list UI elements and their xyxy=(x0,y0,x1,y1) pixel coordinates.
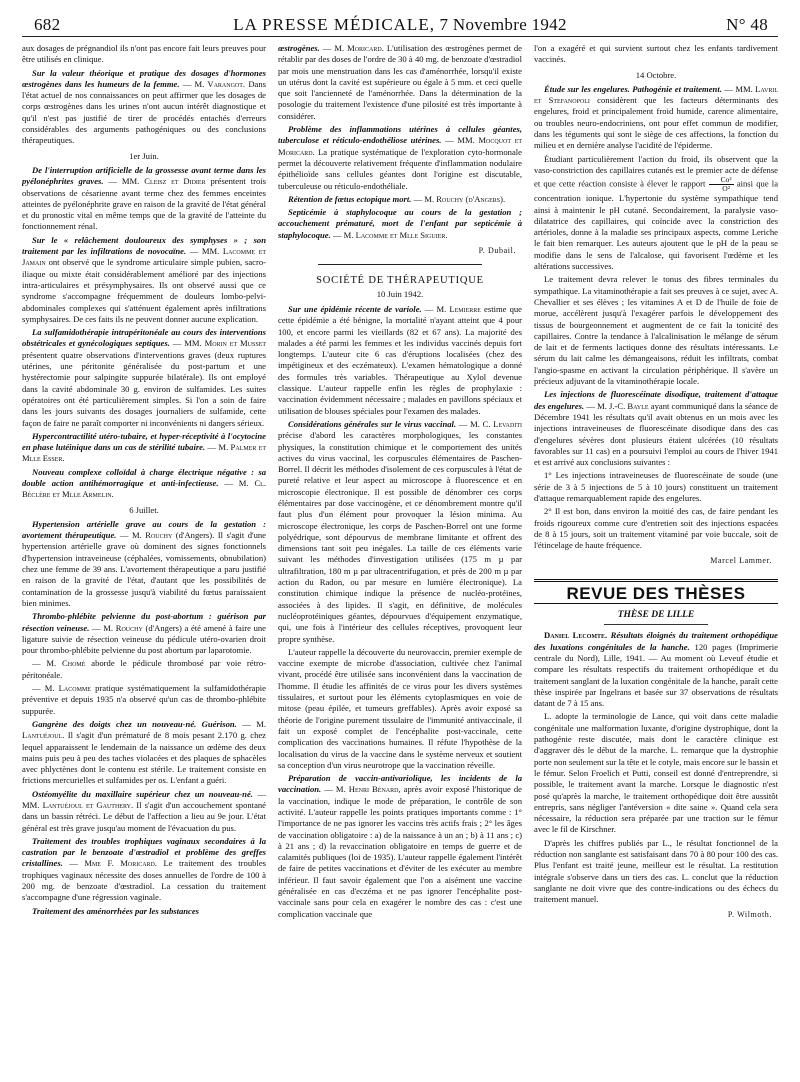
abstract-authors: — M. Moricard. xyxy=(322,43,384,53)
thesis-author: Daniel Lecomte. xyxy=(544,630,608,641)
abstract xyxy=(534,84,778,152)
abstract-title: Considérations générales sur le virus vaccinal. xyxy=(288,418,457,429)
column-2 xyxy=(278,43,522,1073)
abstract-authors: — M. Rouchy (d'Angers). xyxy=(413,193,506,204)
issue-date: 7 Novembre 1942 xyxy=(439,15,567,34)
abstract-title: Étude sur les engelures. Pathogénie et traitement. xyxy=(544,83,722,94)
paragraph xyxy=(534,43,778,66)
abstract xyxy=(278,304,522,417)
abstract-text: présentent trois observations de césarienne avant terme chez des femmes enceintes atteintes de pyélonéphrite grave en raison de la gravité de l'état général et du pronostic vital en même temps que de la gravité de l'atteinte du fonctionnement rénal. xyxy=(22,176,266,232)
abstract-text: La pratique systématique de l'exploration cyto-hormonale permet la découverte relativement fréquente d'inflammation nodulaire épithélioïde sans cellules géantes dont l'origine est discutable, tuberculeuse ou réticulo-endothéliale. xyxy=(278,146,522,191)
abstract xyxy=(22,683,266,717)
paragraph-text: ainsi que la concentration ionique. L'hypertonie du système sympathique tend ainsi à maintenir le pH cutané. Secondairement, la paralysie vaso-dilatatrice des capillaires, qui coïncide avec la constriction des artérioles, donne à la maladie ses principaux aspects, comme Leriche le fait bien remarquer. Les auteurs ajoutent que le pH de la peau se modifie dans le sens de l'alcalose, qui favorisent l'œdème et les altérations successives. xyxy=(534,178,778,272)
formula-denominator: O² xyxy=(722,184,730,194)
abstract xyxy=(278,194,522,205)
abstract-authors: — MM. Morin et Musset xyxy=(172,338,266,349)
abstract-title: œstrogènes. xyxy=(278,43,320,53)
signature: Marcel Lammer. xyxy=(710,556,772,566)
paragraph-text: Le traitement devra relever le tonus des fibres terminales du sympathique. La vitaminothérapie a fait ses preuves à ce sujet, avec A. Chevallier et ses élèves ; les vitamines A et D de l'huile de foie de morue, accélèrent jusqu'à l'exagérer parfois le développement des tissus de bourgeonnement et augmentent de ce fait la tonicité des capillaires. Contre la tendance à l'alcalinisation le mélange de sérum de lait et de ferments lactiques donne des résultats intéressants. Le sérum du lait calme les démangeaisons, réduit les infiltrats, combat l'angio-spasme en activant la circulation périphérique. Il s'avère un précieux adjuvant de la vitaminothérapie locale. xyxy=(534,274,778,387)
abstract xyxy=(22,836,266,904)
paragraph xyxy=(534,274,778,387)
paragraph xyxy=(534,154,778,273)
abstract-text: Il s'agit d'un accouchement spontané dans un bassin rétréci. Le début de l'affection a lieu au 9e jour. L'état général est très grave jusqu'au moment de l'évacuation du pus. xyxy=(22,800,266,833)
abstract-title: La sulfamidothérapie intrapéritonéale au cours des interventions obstétricales et gynécologiques septiques. xyxy=(22,327,266,349)
abstract-authors: — M. Lacomme xyxy=(32,683,91,694)
signature: P. Wilmoth. xyxy=(727,910,772,920)
abstract-title: Gangrène des doigts chez un nouveau-né. Guérison. xyxy=(32,718,237,729)
signature: P. Dubail. xyxy=(478,246,516,256)
ratio-formula xyxy=(709,176,734,193)
abstract-text: pratique systématiquement la sulfamidothérapie préventive et depuis 1935 n'a observé qu'un cas de thrombo-phlébite suppurée. xyxy=(22,683,266,716)
abstract-title: De l'interruption artificielle de la grossesse avant terme dans les pyélonéphrites graves. xyxy=(22,164,266,187)
abstract xyxy=(22,431,266,465)
abstract-text: Dans l'état actuel de nos connaissances on peut affirmer que les dosages de corps œstrogènes dans les urines n'ont aucun intérêt diagnostique et qu'il n'est pas justifié de tirer de procédés entachés d'erreurs considérables des arguments pathogéniques ou des conclusions thérapeutiques. xyxy=(22,78,266,146)
thesis-heading: THÈSE DE LILLE xyxy=(617,610,695,621)
paragraph-text: Étudiant particulièrement l'action du froid, ils observent que la vaso-constriction des capillaires cutanés est le premier acte de défense et que cette réaction consiste à élever le rapport xyxy=(534,153,778,189)
columns xyxy=(22,37,778,1073)
abstract-title: Traitement des aménorrhées par les substances xyxy=(32,905,200,916)
paragraph-text: aux dosages de prégnandiol ils n'ont pas encore fait leurs preuves pour être utilisés en clinique. xyxy=(22,43,266,65)
abstract xyxy=(22,165,266,233)
abstract xyxy=(22,519,266,609)
abstract xyxy=(22,906,266,917)
divider xyxy=(604,624,708,625)
abstract-title: Les injections de fluorescéinate disodique, traitement d'attaque des engelures. xyxy=(534,389,778,411)
abstract-text: (d'Angers) a été amené à faire une ligature suivie de résection veineuse du pédicule utéro-ovarien droit pour thrombo-phlébite pelvienne du post abortum par laparotomie. xyxy=(22,622,266,656)
abstract-authors: — MM. Cleisz et Didier xyxy=(108,176,206,187)
paragraph-text: l'on a exagéré et qui survient surtout chez les enfants tardivement vaccinés. xyxy=(534,43,778,65)
abstract-title: Septicémie à staphylocoque au cours de la gestation ; accouchement prématuré, mort de l'enfant par septicémie à staphylocoque. xyxy=(278,207,522,240)
paragraph xyxy=(534,838,778,906)
abstract-authors: — MM. Lantuéjoul et Gauthery. xyxy=(22,788,266,810)
abstract-authors: — M. Lemierre xyxy=(424,303,481,314)
journal-name: LA PRESSE MÉDICALE, xyxy=(233,15,435,34)
abstract-title: Traitement des troubles trophiques vaginaux secondaires à la castration par le benzoate d'œstradiol et problème des greffes cristallines. xyxy=(22,835,266,869)
abstract-authors: — M. Lacomme et Mlle Siguier. xyxy=(332,229,448,240)
abstract-text: Il s'agit d'un prématuré de 8 mois pesant 2.170 g. chez lequel apparaissent le lendemain de la naissance un œdème des deux mains puis peu à peu des taches violacées et des plaques de sphacèles avec phlyctènes dont le contenu est stérile. Le traitement consiste en frictions mercurielles et sulfamides per os. L'enfant a guéri. xyxy=(22,730,266,786)
section-banner: REVUE DES THÈSES xyxy=(534,579,778,604)
abstract-text: Le traitement des troubles trophiques vaginaux nécessite des doses annuelles de l'ordre de 100 à 200 mg. de benzoate d'œstradiol. La cessation du traitement s'accompagne d'une régression vaginale. xyxy=(22,858,266,903)
abstract xyxy=(278,419,522,645)
abstract-title: Sur la valeur théorique et pratique des dosages d'hormones œstrogènes dans les humeurs de la femme. xyxy=(22,67,266,89)
abstract-title: Préparation de vaccin-antivariolique, les incidents de la vaccination. xyxy=(278,773,522,795)
abstract-authors: — MM. Mocquot et Moricard. xyxy=(278,135,522,157)
abstract-text: (d'Angers). Il s'agit d'une hypertension artérielle grave où dominent des signes fonctionnels d'hypertension intraveineuse (céphalées, vomissements, obnubilation) chez une femme de 39 ans. L'avortement thérapeutique a paru justifié en raison de la gravité de l'état, d'autant que les possibilités de contamination de la grossesse jusqu'à viabilité du fœtus paraissaient bien minimes. xyxy=(22,530,266,608)
abstract xyxy=(22,719,266,787)
running-title xyxy=(22,15,778,35)
abstract xyxy=(534,389,778,468)
paragraph-text: L'auteur rappelle la découverte du neurovaccin, premier exemple de vaccine exempte de microbe d'association, cultivée chez l'animal vivant, procédé être utilisée sans inconvénient dans la vaccination de l'homme. Il étudie les affinités de ce virus pour les divers systèmes tissulaires, et surtout pour les éléments cytoplasmiques en voie de mitose (peau épilée, et tumeurs greffables). Après avoir exposé sa théorie de l'origine purement tissulaire de l'immunité antivaccinale, il fait un exposé complet de l'encéphalite post-vaccinale, cette complication des vaccinations humaines. Il réfute l'hypothèse de la localisation du virus de la vaccine dans le système nerveux et soutient sa conception d'un virus neurotrope que la vaccination réveille. xyxy=(278,646,522,770)
abstract xyxy=(22,658,266,681)
column-3 xyxy=(534,43,778,1073)
abstract xyxy=(22,327,266,429)
abstract-authors: — M. Rouchy xyxy=(92,622,143,633)
abstract-text: estime que cette épidémie a été bénigne, la mortalité n'ayant atteint que 4 pour 100, et encore parmi les vieillards (82 et 67 ans). La majorité des malades a été parmi les femmes et les individus vaccinés depuis fort longtemps. L'auteur cite 6 cas d'éruptions localisées (chez des impétigineux et des eczémateux). L'examen hématologique a donné des formules très variables. Thérapeutique au Xylol devenue classique. L'auteur rappelle enfin les règles de prophylaxie : vaccination évidemment nécessaire ; malades en pavillons spéciaux et utilisation de blouses spéciales pour l'examen des malades. xyxy=(278,303,522,416)
paragraph-text: 2° Il est bon, dans environ la moitié des cas, de faire pendant les froids rigoureux comme cure d'entretien soit des injections espacées de 8 à 15 jours, soit un traitement vitaminé par voie buccale, soit de l'étincelage de haute fréquence. xyxy=(534,506,778,551)
abstract-authors: — M. Cl. Béclère et Mlle Armelin. xyxy=(22,477,266,500)
abstract-text: précise d'abord les caractères morphologiques, les constantes physiques, la constitution chimique et le comportement des unités actives du virus vaccinal, les corpuscules élémentaires de Paschen-Borrel. Il décrit les méthodes d'isolement de ces corpuscules à l'état de pureté relative et leur aspect au microscope à fluorescence et en microscopie électronique. Il est possible de dénombrer ces corps élémentaires par dose vaccinogène, et ce dénombrement montre qu'il faut plus d'un élément pour provoquer la lésion minima. Au microscope électronique, les corps de Paschen-Borrel ont une forme polyédrique, sont dépourvus de membrane limitante et offrent des dimensions tant soit peu inégales. La taille de ces éléments varie suivant les méthodes d'investigation utilisées (175 m µ par ultrafiltration, 180 m µ par ultracentrifugation, et près de 200 m µ par action du Radon, ou par mesure en lumière électronique). La constitution chimique indique la présence de nucléo-protéines, associées à des lipides. Il s'agit, en définitive, de molécules nucléoprotéiniques géantes, dépourvues d'équipement enzymatique, qui, une fois à l'intérieur des cellules réceptives, provoquent leur propre synthèse. xyxy=(278,430,522,644)
abstract-authors: — M. Chomé xyxy=(32,658,86,669)
paragraph-text: D'après les chiffres publiés par L., le résultat fonctionnel de la réduction non sanglante est satisfaisant dans 70 à 80 pour 100 des cas. Plus l'enfant est traité jeune, meilleur est le résultat. La restitution intégrale s'observe dans un tiers des cas. L. conclut que la réduction sanglante ne doit vivre que des contre-indications ou des échecs du traitement manuel. xyxy=(534,837,778,905)
abstract-authors: — M. Varangot. xyxy=(182,78,246,89)
abstract xyxy=(278,43,522,122)
abstract-text: présentent quatre observations d'interventions graves (deux ruptures utérines, une péritonite généralisée du post-partum et une hystérectomie pour salpingite suppurée bilatérale). Ils ont employé dans la cavité abdominale 30 g. environ de sulfamides. Les suites opératoires ont été particulièrement simples. Si l'on a soin de faire dans les jours suivants des dosages journaliers de sulfamide, cette façon de faire ne paraît comporter ni inconvénients ni dangers sérieux. xyxy=(22,349,266,428)
abstract-title: Hypertension artérielle grave au cours de la gestation : avortement thérapeutique. xyxy=(22,518,266,541)
paragraph xyxy=(534,506,778,551)
thesis-title: Résultats éloignés du traitement orthopédique des luxations congénitales de la hanche. xyxy=(534,630,778,652)
paragraph-text: L. adopte la terminologie de Lance, qui voit dans cette maladie congénitale une malformation luxante, d'origine dystrophique, dont la pathogénie reste discutée, mais dont le caractère clinique est d'aggraver dès le début de la marche. L. remarque que la dystrophie porte non seulement sur la tête et le cotyle, mais encore sur le bassin et le fémur. Selon Froelich et Putti, conseil est donné d'entreprendre, si possible, le traitement avant la marche. Lorsque le diagnostic n'est posé qu'après la marche, le traitement orthopédique doit être aussitôt entrepris, sans négliger l'antéversion « dite saine ». Quand cela sera nécessaire, la réduction sera préparée par une traction sur le fémur avec le fil de Kirschner. xyxy=(534,711,778,835)
abstract-authors: — MM. Lavril et Stefanopoli xyxy=(534,83,778,106)
abstract-text: L'utilisation des œstrogènes permet de rétablir par des doses de l'ordre de 30 à 40 mg. de benzoate d'œstradiol par mois une menstruation dans les cas d'aménorrhée, lorsqu'il existe un utérus dont la cavité est supérieure ou égale à 5 mm. et ceci quelle que soit l'ancienneté de l'aménorrhée. Dans la détermination de la posologie du traitement l'existence d'une pilosité est très importante à considérer. xyxy=(278,43,522,121)
abstract-authors: — M. J.-C. Bayle xyxy=(586,400,649,411)
abstract-authors: — MM. Lacomme et Jamain xyxy=(22,246,266,268)
session-date: 10 Juin 1942. xyxy=(376,288,424,299)
abstract-authors: — M. Lantuéjoul. xyxy=(22,718,266,741)
abstract xyxy=(278,207,522,241)
abstract-text: après avoir exposé l'historique de la vaccination, indique le mode de préparation, le contrôle de son activité. L'auteur rappelle les points pratiques importants comme : 1° l'importance de ne pas ignorer les vaccins très actifs frais ; 2° les âges de vaccination obligatoire : a) de la naissance à un an ; b) à 11 ans ; c) à 21 ans ; d) la revaccination obligatoire en temps de guerre et de calamités publiques (loi de 1935). L'auteur rappelle également l'intérêt de faire de petites vaccinations et d'éviter de les exécuter au membre inférieur. Il faut savoir également que l'on a aisément une vaccine généralisée en cas d'eczéma et ne pas ignorer l'encéphalite post-vaccinale sans pour cela en exagérer le nombre des cas : c'est une complication vaccinale que xyxy=(278,784,522,919)
abstract xyxy=(278,773,522,920)
abstract-title: Ostéomyélite du maxillaire supérieur chez un nouveau-né. xyxy=(32,788,253,799)
abstract-title: Thrombo-phlébite pelvienne du post-abortum : guérison par résection veineuse. xyxy=(22,611,266,633)
abstract xyxy=(22,235,266,325)
section-title: SOCIÉTÉ DE THÉRAPEUTIQUE xyxy=(316,275,484,287)
session-date: 1er Juin. xyxy=(129,150,159,161)
abstract-text: ayant communiqué dans la séance de Décembre 1941 les résultats qu'il avait obtenus en un mois avec les injections intraveineuses de fluorescéinate disodique dans des cas d'engelures sévères dont plusieurs étaient ulcérées (10 résultats favorables sur 11 cas) en a poursuivi l'emploi au cours de l'hiver 1941 et est arrivé aux conclusions suivantes : xyxy=(534,400,778,468)
thesis-review xyxy=(534,630,778,709)
abstract-title: Nouveau complexe colloïdal à charge électrique négative : sa double action antihémorragique et anti-infectieuse. xyxy=(22,466,266,488)
session-date: 14 Octobre. xyxy=(635,69,677,80)
paragraph xyxy=(278,647,522,771)
issue-number: N° 48 xyxy=(726,15,768,34)
abstract-title: Hypercontractilité utéro-tubaire, et hyper-réceptivité à l'ocytocine en phase lutéinique dans un cas de stérilité tubaire. xyxy=(22,430,266,453)
page-number: 682 xyxy=(34,15,61,34)
abstract-title: Sur une épidémie récente de variole. xyxy=(288,303,422,314)
page-header xyxy=(22,12,778,37)
abstract-authors: — M. C. Levaditi xyxy=(458,418,522,429)
abstract-authors: — M. Rouchy xyxy=(119,530,173,541)
paragraph xyxy=(534,470,778,504)
abstract xyxy=(22,467,266,501)
abstract xyxy=(278,124,522,192)
abstract xyxy=(22,68,266,147)
paragraph xyxy=(534,711,778,835)
abstract-title: Problème des inflammations utérines à cellules géantes, tuberculose et réticulo-endothéliose utérines. xyxy=(278,124,522,146)
formula-numerator: Co² xyxy=(709,176,734,185)
column-1 xyxy=(22,43,266,1073)
abstract xyxy=(22,789,266,834)
abstract-title: Sur le « relâchement douloureux des symphyses » ; son traitement par les infiltrations de novocaïne. xyxy=(22,234,266,257)
abstract-authors: — M. Palmer et Mlle Esser. xyxy=(22,442,266,464)
abstract-text: ont observé que le syndrome articulaire simple pubien, sacro-iliaque ou mixte était considérablement amélioré par des injections intra-articulaires et présymphysaires. Ils ont observé aussi que ce syndrome s'accompagne fréquemment de douleurs lombo-pelvi-abdominales complexes qui s'atténuent également après infiltrations symphysaires. De ces faits ils ne peuvent donner aucune explication. xyxy=(22,257,266,324)
divider xyxy=(318,264,482,265)
session-date: 6 Juillet. xyxy=(129,504,159,515)
abstract-title: Rétention de fœtus ectopique mort. xyxy=(288,193,412,204)
paragraph xyxy=(22,43,266,66)
abstract-text: considèrent que les facteurs déterminants des engelures, froid et principalement froid humide, carence alimentaire, ou troubles neuro-endocriniens, ont pour effet commun de modifier, dans les téguments qui sont le siège de ces affections, la fonction du milieu et en dernière analyse l'acidité de l'épiderme. xyxy=(534,95,778,151)
paragraph-text: 1° Les injections intraveineuses de fluorescéinate de soude (une série de 3 à 5 injections de 5 à 10 jours) constituent un traitement d'attaque remarquablement rapide des engelures. xyxy=(534,470,778,503)
thesis-text: 120 pages (Imprimerie centrale du Nord), Lille, 1941. — Au moment où Leveuf étudie et compare les résultats respectifs du traitement orthopédique et du traitement sanglant de la luxation congénitale de la hanche, paraît cette thèse inspirée par Ingelrans et basée sur 37 observations de résultats datant de 7 à 15 ans. xyxy=(534,641,778,709)
abstract-authors: — Mme F. Moricard. xyxy=(69,858,158,869)
abstract xyxy=(22,611,266,656)
abstract-text: aborde le pédicule thrombosé par voie rétro-péritonéale. xyxy=(22,658,266,680)
abstract-authors: — M. Henri Bénard, xyxy=(324,784,401,795)
